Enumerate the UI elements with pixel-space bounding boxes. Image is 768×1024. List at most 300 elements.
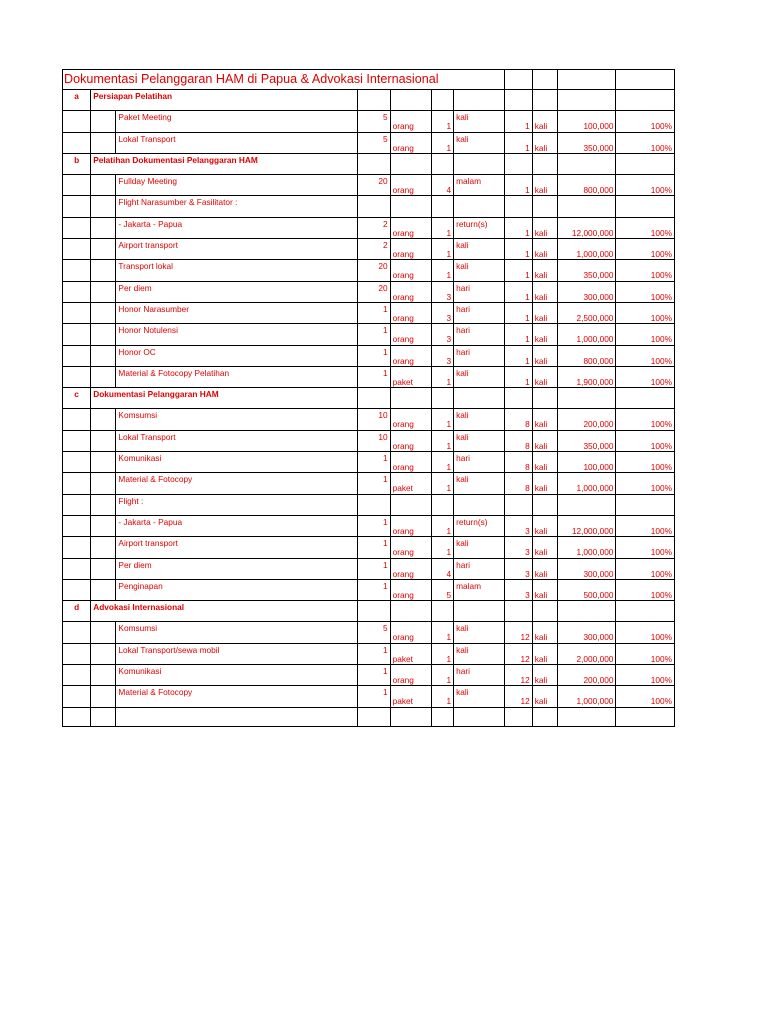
empty-cell bbox=[91, 260, 116, 281]
unit: orang bbox=[390, 239, 431, 260]
empty-cell bbox=[63, 707, 91, 726]
unit-cost: 2,500,000 bbox=[557, 302, 615, 323]
frequency bbox=[504, 494, 532, 515]
section-row bbox=[63, 601, 675, 622]
table-row bbox=[63, 473, 675, 494]
quantity: 1 bbox=[358, 643, 390, 664]
frequency: 3 bbox=[504, 515, 532, 536]
empty-cell bbox=[63, 494, 91, 515]
empty-cell bbox=[532, 70, 557, 90]
frequency-unit: kali bbox=[532, 452, 557, 473]
quantity-2: 3 bbox=[431, 302, 453, 323]
frequency: 12 bbox=[504, 622, 532, 643]
empty-cell bbox=[63, 409, 91, 430]
unit: orang bbox=[390, 217, 431, 238]
empty-cell bbox=[91, 665, 116, 686]
empty-cell bbox=[91, 558, 116, 579]
unit: orang bbox=[390, 558, 431, 579]
empty-cell bbox=[116, 707, 358, 726]
item-description: Airport transport bbox=[116, 537, 358, 558]
unit-cost: 1,000,000 bbox=[557, 239, 615, 260]
empty-cell bbox=[63, 537, 91, 558]
unit-2: kali bbox=[454, 643, 504, 664]
empty-cell bbox=[454, 90, 504, 111]
table-row bbox=[63, 622, 675, 643]
unit-2 bbox=[454, 196, 504, 217]
frequency: 3 bbox=[504, 579, 532, 600]
frequency-unit: kali bbox=[532, 111, 557, 132]
empty-cell bbox=[91, 345, 116, 366]
unit-cost bbox=[557, 196, 615, 217]
empty-cell bbox=[91, 132, 116, 153]
quantity: 1 bbox=[358, 345, 390, 366]
percentage: 100% bbox=[616, 430, 675, 451]
frequency: 12 bbox=[504, 665, 532, 686]
quantity-2: 1 bbox=[431, 665, 453, 686]
frequency: 1 bbox=[504, 132, 532, 153]
empty-cell bbox=[91, 281, 116, 302]
unit-2: kali bbox=[454, 622, 504, 643]
quantity: 5 bbox=[358, 622, 390, 643]
empty-cell bbox=[91, 473, 116, 494]
item-description: Komunikasi bbox=[116, 452, 358, 473]
item-description: Lokal Transport/sewa mobil bbox=[116, 643, 358, 664]
unit bbox=[390, 494, 431, 515]
quantity-2: 1 bbox=[431, 643, 453, 664]
empty-cell bbox=[63, 430, 91, 451]
table-row bbox=[63, 452, 675, 473]
item-description: Honor OC bbox=[116, 345, 358, 366]
percentage: 100% bbox=[616, 366, 675, 387]
quantity-2: 3 bbox=[431, 281, 453, 302]
unit: orang bbox=[390, 281, 431, 302]
empty-cell bbox=[63, 665, 91, 686]
empty-cell bbox=[91, 302, 116, 323]
percentage: 100% bbox=[616, 239, 675, 260]
table-row bbox=[63, 665, 675, 686]
empty-cell bbox=[63, 132, 91, 153]
unit bbox=[390, 196, 431, 217]
unit-2: kali bbox=[454, 260, 504, 281]
empty-cell bbox=[431, 707, 453, 726]
empty-cell bbox=[91, 111, 116, 132]
empty-cell bbox=[616, 601, 675, 622]
quantity: 1 bbox=[358, 366, 390, 387]
frequency: 8 bbox=[504, 473, 532, 494]
frequency-unit: kali bbox=[532, 239, 557, 260]
frequency: 1 bbox=[504, 239, 532, 260]
unit: orang bbox=[390, 665, 431, 686]
item-description: Flight : bbox=[116, 494, 358, 515]
quantity-2: 3 bbox=[431, 345, 453, 366]
unit: orang bbox=[390, 409, 431, 430]
frequency: 1 bbox=[504, 175, 532, 196]
item-description: Material & Fotocopy bbox=[116, 686, 358, 707]
frequency: 1 bbox=[504, 217, 532, 238]
empty-cell bbox=[532, 601, 557, 622]
empty-cell bbox=[63, 217, 91, 238]
empty-cell bbox=[616, 388, 675, 409]
empty-cell bbox=[431, 153, 453, 174]
quantity: 1 bbox=[358, 515, 390, 536]
blank-row bbox=[63, 707, 675, 726]
table-row bbox=[63, 175, 675, 196]
percentage bbox=[616, 196, 675, 217]
percentage: 100% bbox=[616, 452, 675, 473]
table-row bbox=[63, 643, 675, 664]
item-description: Lokal Transport bbox=[116, 132, 358, 153]
frequency-unit: kali bbox=[532, 537, 557, 558]
empty-cell bbox=[63, 366, 91, 387]
table-row bbox=[63, 260, 675, 281]
unit-cost bbox=[557, 494, 615, 515]
unit: paket bbox=[390, 643, 431, 664]
empty-cell bbox=[557, 388, 615, 409]
unit-2: kali bbox=[454, 537, 504, 558]
unit-2: kali bbox=[454, 239, 504, 260]
section-title: Advokasi Internasional bbox=[91, 601, 358, 622]
quantity-2: 3 bbox=[431, 324, 453, 345]
unit-cost: 300,000 bbox=[557, 558, 615, 579]
unit-cost: 300,000 bbox=[557, 622, 615, 643]
frequency bbox=[504, 196, 532, 217]
unit: paket bbox=[390, 473, 431, 494]
empty-cell bbox=[63, 302, 91, 323]
unit: orang bbox=[390, 324, 431, 345]
unit: orang bbox=[390, 260, 431, 281]
frequency-unit: kali bbox=[532, 132, 557, 153]
frequency-unit: kali bbox=[532, 302, 557, 323]
empty-cell bbox=[557, 707, 615, 726]
unit-2: return(s) bbox=[454, 515, 504, 536]
quantity bbox=[358, 494, 390, 515]
unit-2: kali bbox=[454, 430, 504, 451]
frequency-unit: kali bbox=[532, 686, 557, 707]
empty-cell bbox=[63, 281, 91, 302]
empty-cell bbox=[63, 324, 91, 345]
frequency-unit: kali bbox=[532, 345, 557, 366]
empty-cell bbox=[91, 494, 116, 515]
empty-cell bbox=[557, 70, 615, 90]
empty-cell bbox=[91, 537, 116, 558]
empty-cell bbox=[390, 153, 431, 174]
unit: orang bbox=[390, 345, 431, 366]
percentage: 100% bbox=[616, 558, 675, 579]
frequency-unit bbox=[532, 196, 557, 217]
item-description: Komsumsi bbox=[116, 409, 358, 430]
unit-cost: 100,000 bbox=[557, 111, 615, 132]
quantity bbox=[358, 196, 390, 217]
empty-cell bbox=[504, 388, 532, 409]
quantity: 1 bbox=[358, 473, 390, 494]
unit: orang bbox=[390, 537, 431, 558]
unit-cost: 350,000 bbox=[557, 260, 615, 281]
frequency: 8 bbox=[504, 452, 532, 473]
empty-cell bbox=[532, 388, 557, 409]
unit-2: malam bbox=[454, 579, 504, 600]
empty-cell bbox=[358, 601, 390, 622]
empty-cell bbox=[91, 686, 116, 707]
frequency-unit: kali bbox=[532, 324, 557, 345]
empty-cell bbox=[91, 217, 116, 238]
percentage bbox=[616, 494, 675, 515]
frequency: 1 bbox=[504, 324, 532, 345]
quantity-2: 5 bbox=[431, 579, 453, 600]
item-description: Per diem bbox=[116, 558, 358, 579]
unit-cost: 350,000 bbox=[557, 132, 615, 153]
item-description: Material & Fotocopy Pelatihan bbox=[116, 366, 358, 387]
empty-cell bbox=[532, 90, 557, 111]
quantity-2: 1 bbox=[431, 409, 453, 430]
percentage: 100% bbox=[616, 217, 675, 238]
frequency-unit: kali bbox=[532, 217, 557, 238]
empty-cell bbox=[63, 579, 91, 600]
percentage: 100% bbox=[616, 473, 675, 494]
empty-cell bbox=[63, 622, 91, 643]
empty-cell bbox=[616, 70, 675, 90]
empty-cell bbox=[91, 324, 116, 345]
table-row bbox=[63, 345, 675, 366]
empty-cell bbox=[63, 196, 91, 217]
quantity: 20 bbox=[358, 260, 390, 281]
unit: paket bbox=[390, 686, 431, 707]
percentage: 100% bbox=[616, 622, 675, 643]
table-row bbox=[63, 281, 675, 302]
unit-cost: 350,000 bbox=[557, 430, 615, 451]
table-row bbox=[63, 302, 675, 323]
unit-2: hari bbox=[454, 324, 504, 345]
frequency-unit: kali bbox=[532, 665, 557, 686]
table-row bbox=[63, 494, 675, 515]
frequency: 1 bbox=[504, 260, 532, 281]
empty-cell bbox=[616, 153, 675, 174]
quantity: 1 bbox=[358, 665, 390, 686]
empty-cell bbox=[454, 707, 504, 726]
quantity: 5 bbox=[358, 111, 390, 132]
table-row bbox=[63, 324, 675, 345]
unit-2: kali bbox=[454, 111, 504, 132]
frequency-unit: kali bbox=[532, 260, 557, 281]
quantity: 20 bbox=[358, 175, 390, 196]
table-row bbox=[63, 366, 675, 387]
percentage: 100% bbox=[616, 302, 675, 323]
empty-cell bbox=[91, 579, 116, 600]
unit: orang bbox=[390, 175, 431, 196]
budget-table bbox=[62, 69, 675, 727]
percentage: 100% bbox=[616, 175, 675, 196]
item-description: Flight Narasumber & Fasilitator : bbox=[116, 196, 358, 217]
item-description: Per diem bbox=[116, 281, 358, 302]
unit-2 bbox=[454, 494, 504, 515]
unit-2: kali bbox=[454, 132, 504, 153]
section-row bbox=[63, 388, 675, 409]
unit: orang bbox=[390, 430, 431, 451]
quantity: 20 bbox=[358, 281, 390, 302]
item-description: - Jakarta - Papua bbox=[116, 217, 358, 238]
empty-cell bbox=[91, 239, 116, 260]
unit-2: kali bbox=[454, 366, 504, 387]
item-description: Penginapan bbox=[116, 579, 358, 600]
unit-cost: 1,000,000 bbox=[557, 473, 615, 494]
frequency-unit: kali bbox=[532, 175, 557, 196]
unit-2: kali bbox=[454, 686, 504, 707]
percentage: 100% bbox=[616, 686, 675, 707]
empty-cell bbox=[91, 622, 116, 643]
unit: orang bbox=[390, 579, 431, 600]
unit-2: kali bbox=[454, 409, 504, 430]
quantity: 10 bbox=[358, 430, 390, 451]
unit-cost: 1,000,000 bbox=[557, 537, 615, 558]
empty-cell bbox=[616, 90, 675, 111]
percentage: 100% bbox=[616, 665, 675, 686]
empty-cell bbox=[63, 515, 91, 536]
frequency: 8 bbox=[504, 430, 532, 451]
frequency: 1 bbox=[504, 111, 532, 132]
empty-cell bbox=[91, 175, 116, 196]
section-row bbox=[63, 153, 675, 174]
frequency-unit: kali bbox=[532, 643, 557, 664]
unit: orang bbox=[390, 132, 431, 153]
percentage: 100% bbox=[616, 281, 675, 302]
frequency: 12 bbox=[504, 643, 532, 664]
empty-cell bbox=[63, 686, 91, 707]
empty-cell bbox=[431, 601, 453, 622]
table-row bbox=[63, 217, 675, 238]
frequency: 1 bbox=[504, 281, 532, 302]
quantity-2: 1 bbox=[431, 366, 453, 387]
item-description: Material & Fotocopy bbox=[116, 473, 358, 494]
section-title: Dokumentasi Pelanggaran HAM bbox=[91, 388, 358, 409]
unit-cost: 12,000,000 bbox=[557, 217, 615, 238]
frequency-unit: kali bbox=[532, 622, 557, 643]
frequency-unit bbox=[532, 494, 557, 515]
empty-cell bbox=[390, 388, 431, 409]
quantity: 2 bbox=[358, 239, 390, 260]
unit-cost: 100,000 bbox=[557, 452, 615, 473]
empty-cell bbox=[557, 153, 615, 174]
section-label: c bbox=[63, 388, 91, 409]
unit: orang bbox=[390, 515, 431, 536]
table-row bbox=[63, 430, 675, 451]
frequency-unit: kali bbox=[532, 473, 557, 494]
unit-cost: 500,000 bbox=[557, 579, 615, 600]
unit-cost: 800,000 bbox=[557, 175, 615, 196]
empty-cell bbox=[63, 239, 91, 260]
unit-cost: 1,000,000 bbox=[557, 686, 615, 707]
item-description: Lokal Transport bbox=[116, 430, 358, 451]
frequency-unit: kali bbox=[532, 366, 557, 387]
unit-cost: 200,000 bbox=[557, 665, 615, 686]
quantity-2: 1 bbox=[431, 452, 453, 473]
quantity-2: 1 bbox=[431, 260, 453, 281]
frequency: 12 bbox=[504, 686, 532, 707]
frequency-unit: kali bbox=[532, 558, 557, 579]
empty-cell bbox=[532, 153, 557, 174]
quantity: 1 bbox=[358, 302, 390, 323]
table-row bbox=[63, 111, 675, 132]
empty-cell bbox=[532, 707, 557, 726]
section-row bbox=[63, 90, 675, 111]
quantity-2 bbox=[431, 494, 453, 515]
quantity-2: 1 bbox=[431, 239, 453, 260]
percentage: 100% bbox=[616, 260, 675, 281]
empty-cell bbox=[63, 345, 91, 366]
quantity: 10 bbox=[358, 409, 390, 430]
frequency: 1 bbox=[504, 366, 532, 387]
percentage: 100% bbox=[616, 409, 675, 430]
empty-cell bbox=[504, 153, 532, 174]
quantity: 1 bbox=[358, 452, 390, 473]
empty-cell bbox=[504, 90, 532, 111]
unit-cost: 800,000 bbox=[557, 345, 615, 366]
quantity: 1 bbox=[358, 558, 390, 579]
empty-cell bbox=[504, 601, 532, 622]
quantity-2: 1 bbox=[431, 622, 453, 643]
quantity-2: 4 bbox=[431, 175, 453, 196]
percentage: 100% bbox=[616, 111, 675, 132]
quantity-2: 1 bbox=[431, 430, 453, 451]
empty-cell bbox=[91, 366, 116, 387]
percentage: 100% bbox=[616, 643, 675, 664]
unit-cost: 1,000,000 bbox=[557, 324, 615, 345]
section-label: d bbox=[63, 601, 91, 622]
unit-2: hari bbox=[454, 452, 504, 473]
empty-cell bbox=[358, 707, 390, 726]
quantity-2: 1 bbox=[431, 111, 453, 132]
empty-cell bbox=[431, 388, 453, 409]
quantity-2: 1 bbox=[431, 132, 453, 153]
unit-2: malam bbox=[454, 175, 504, 196]
table-row bbox=[63, 409, 675, 430]
empty-cell bbox=[390, 90, 431, 111]
empty-cell bbox=[557, 90, 615, 111]
empty-cell bbox=[91, 643, 116, 664]
empty-cell bbox=[358, 388, 390, 409]
frequency-unit: kali bbox=[532, 579, 557, 600]
unit-2: kali bbox=[454, 473, 504, 494]
empty-cell bbox=[358, 90, 390, 111]
empty-cell bbox=[358, 153, 390, 174]
unit-cost: 12,000,000 bbox=[557, 515, 615, 536]
percentage: 100% bbox=[616, 537, 675, 558]
table-row bbox=[63, 686, 675, 707]
quantity: 1 bbox=[358, 686, 390, 707]
percentage: 100% bbox=[616, 345, 675, 366]
empty-cell bbox=[63, 175, 91, 196]
unit-2: return(s) bbox=[454, 217, 504, 238]
item-description: - Jakarta - Papua bbox=[116, 515, 358, 536]
section-title: Persiapan Pelatihan bbox=[91, 90, 358, 111]
empty-cell bbox=[454, 153, 504, 174]
percentage: 100% bbox=[616, 515, 675, 536]
item-description: Transport lokal bbox=[116, 260, 358, 281]
percentage: 100% bbox=[616, 579, 675, 600]
empty-cell bbox=[454, 388, 504, 409]
empty-cell bbox=[390, 707, 431, 726]
unit: orang bbox=[390, 111, 431, 132]
unit-cost: 1,900,000 bbox=[557, 366, 615, 387]
empty-cell bbox=[91, 452, 116, 473]
table-row bbox=[63, 537, 675, 558]
frequency: 1 bbox=[504, 345, 532, 366]
quantity-2: 1 bbox=[431, 473, 453, 494]
frequency: 3 bbox=[504, 537, 532, 558]
section-label: b bbox=[63, 153, 91, 174]
empty-cell bbox=[63, 452, 91, 473]
empty-cell bbox=[91, 430, 116, 451]
empty-cell bbox=[390, 601, 431, 622]
table-row bbox=[63, 239, 675, 260]
